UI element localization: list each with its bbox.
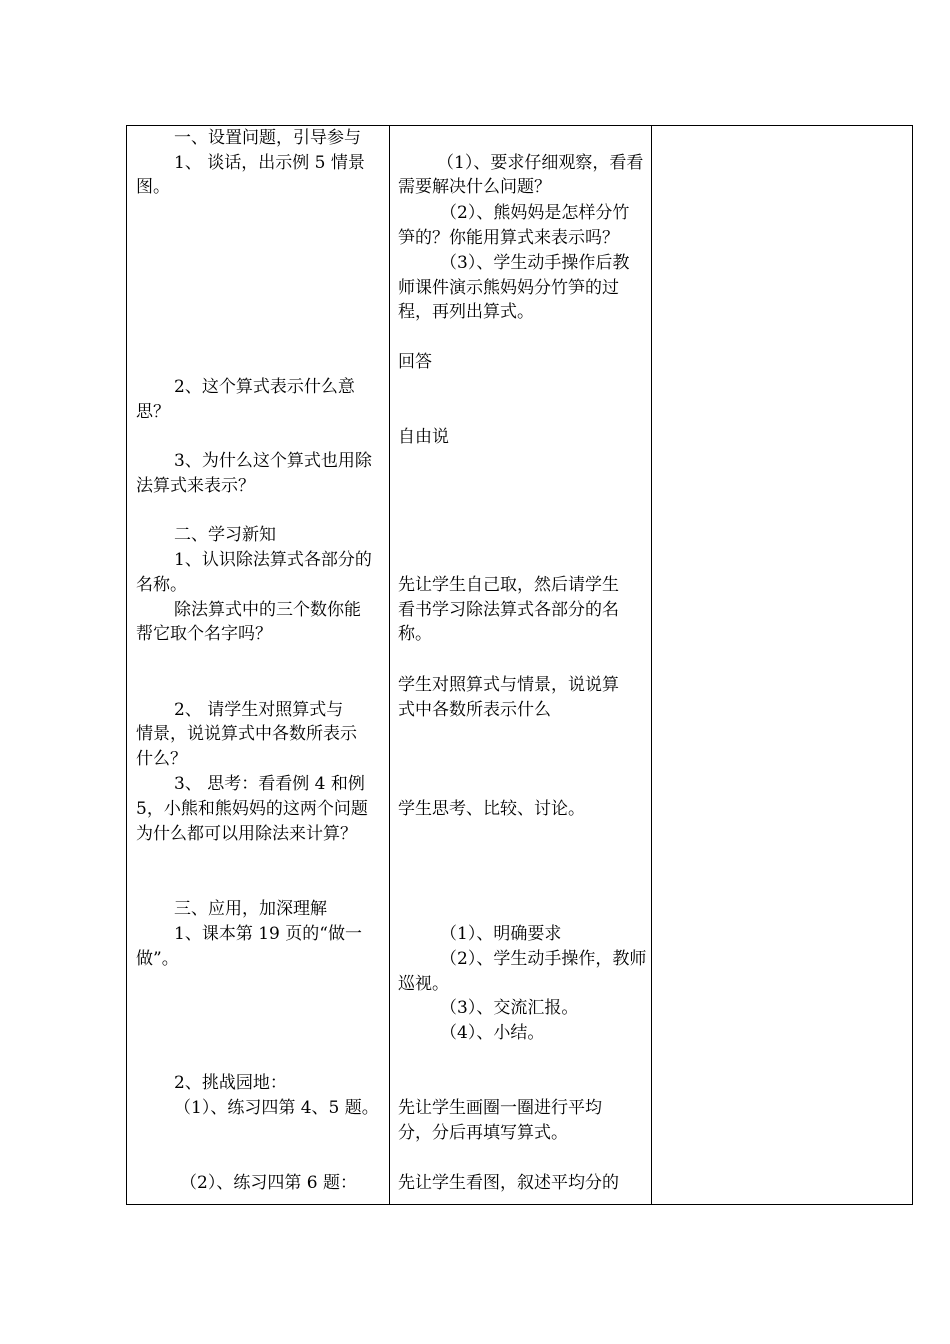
activity-text: （1）、要求仔细观察，看看 xyxy=(437,153,644,173)
step-text: 思？ xyxy=(136,402,170,422)
step-text: 2、挑战园地： xyxy=(174,1073,287,1093)
step-text: 除法算式中的三个数你能 xyxy=(174,600,361,620)
activity-text: （3）、学生动手操作后教 xyxy=(440,253,630,273)
section-heading-1: 一、设置问题，引导参与 xyxy=(174,128,361,148)
activity-text: （2）、熊妈妈是怎样分竹 xyxy=(440,203,630,223)
step-text: 2、 请学生对照算式与 xyxy=(174,700,344,720)
step-text: 2、这个算式表示什么意 xyxy=(174,377,355,397)
activity-text: （4）、小结。 xyxy=(440,1023,545,1043)
step-text: 1、认识除法算式各部分的 xyxy=(174,550,372,570)
activity-text: （2）、学生动手操作，教师 xyxy=(440,949,647,969)
activity-text: 先让学生自己取，然后请学生 xyxy=(398,575,619,595)
activity-text: 分，分后再填写算式。 xyxy=(398,1123,568,1143)
activity-text: （1）、明确要求 xyxy=(440,924,562,944)
step-text: 为什么都可以用除法来计算？ xyxy=(136,824,357,844)
step-text: 3、为什么这个算式也用除 xyxy=(174,451,372,471)
step-text: 5，小熊和熊妈妈的这两个问题 xyxy=(136,799,368,819)
section-heading-3: 三、应用，加深理解 xyxy=(174,899,327,919)
step-text: 3、 思考：看看例 4 和例 xyxy=(174,774,365,794)
activity-text: 巡视。 xyxy=(398,974,449,994)
step-text: 什么？ xyxy=(136,749,187,769)
activity-text: 笋的？你能用算式来表示吗？ xyxy=(398,228,619,248)
step-text: 1、 谈话，出示例 5 情景 xyxy=(174,153,365,173)
activity-text: 师课件演示熊妈妈分竹笋的过 xyxy=(398,278,619,298)
step-text: 情景，说说算式中各数所表示 xyxy=(136,724,357,744)
activity-text: 学生思考、比较、讨论。 xyxy=(398,799,585,819)
activity-text: 程，再列出算式。 xyxy=(398,302,534,322)
step-text: （2）、练习四第 6 题： xyxy=(180,1173,357,1193)
activity-text: 看书学习除法算式各部分的名 xyxy=(398,600,619,620)
column-divider-2 xyxy=(651,126,652,1204)
activity-text: （3）、交流汇报。 xyxy=(440,998,579,1018)
step-text: 法算式来表示？ xyxy=(136,476,255,496)
step-text: 名称。 xyxy=(136,575,187,595)
activity-text: 自由说 xyxy=(398,427,449,447)
activity-text: 回答 xyxy=(398,352,432,372)
activity-text: 先让学生画圈一圈进行平均 xyxy=(398,1098,602,1118)
step-text: 做”。 xyxy=(136,949,179,969)
activity-text: 式中各数所表示什么 xyxy=(398,700,551,720)
activity-text: 先让学生看图，叙述平均分的 xyxy=(398,1173,619,1193)
activity-text: 称。 xyxy=(398,624,432,644)
activity-text: 学生对照算式与情景，说说算 xyxy=(398,675,619,695)
column-divider-1 xyxy=(389,126,390,1204)
step-text: （1）、练习四第 4、5 题。 xyxy=(174,1098,379,1118)
section-heading-2: 二、学习新知 xyxy=(174,525,276,545)
activity-text: 需要解决什么问题？ xyxy=(398,177,551,197)
step-text: 1、课本第 19 页的“做一 xyxy=(174,924,362,944)
step-text: 图。 xyxy=(136,177,170,197)
step-text: 帮它取个名字吗？ xyxy=(136,624,272,644)
